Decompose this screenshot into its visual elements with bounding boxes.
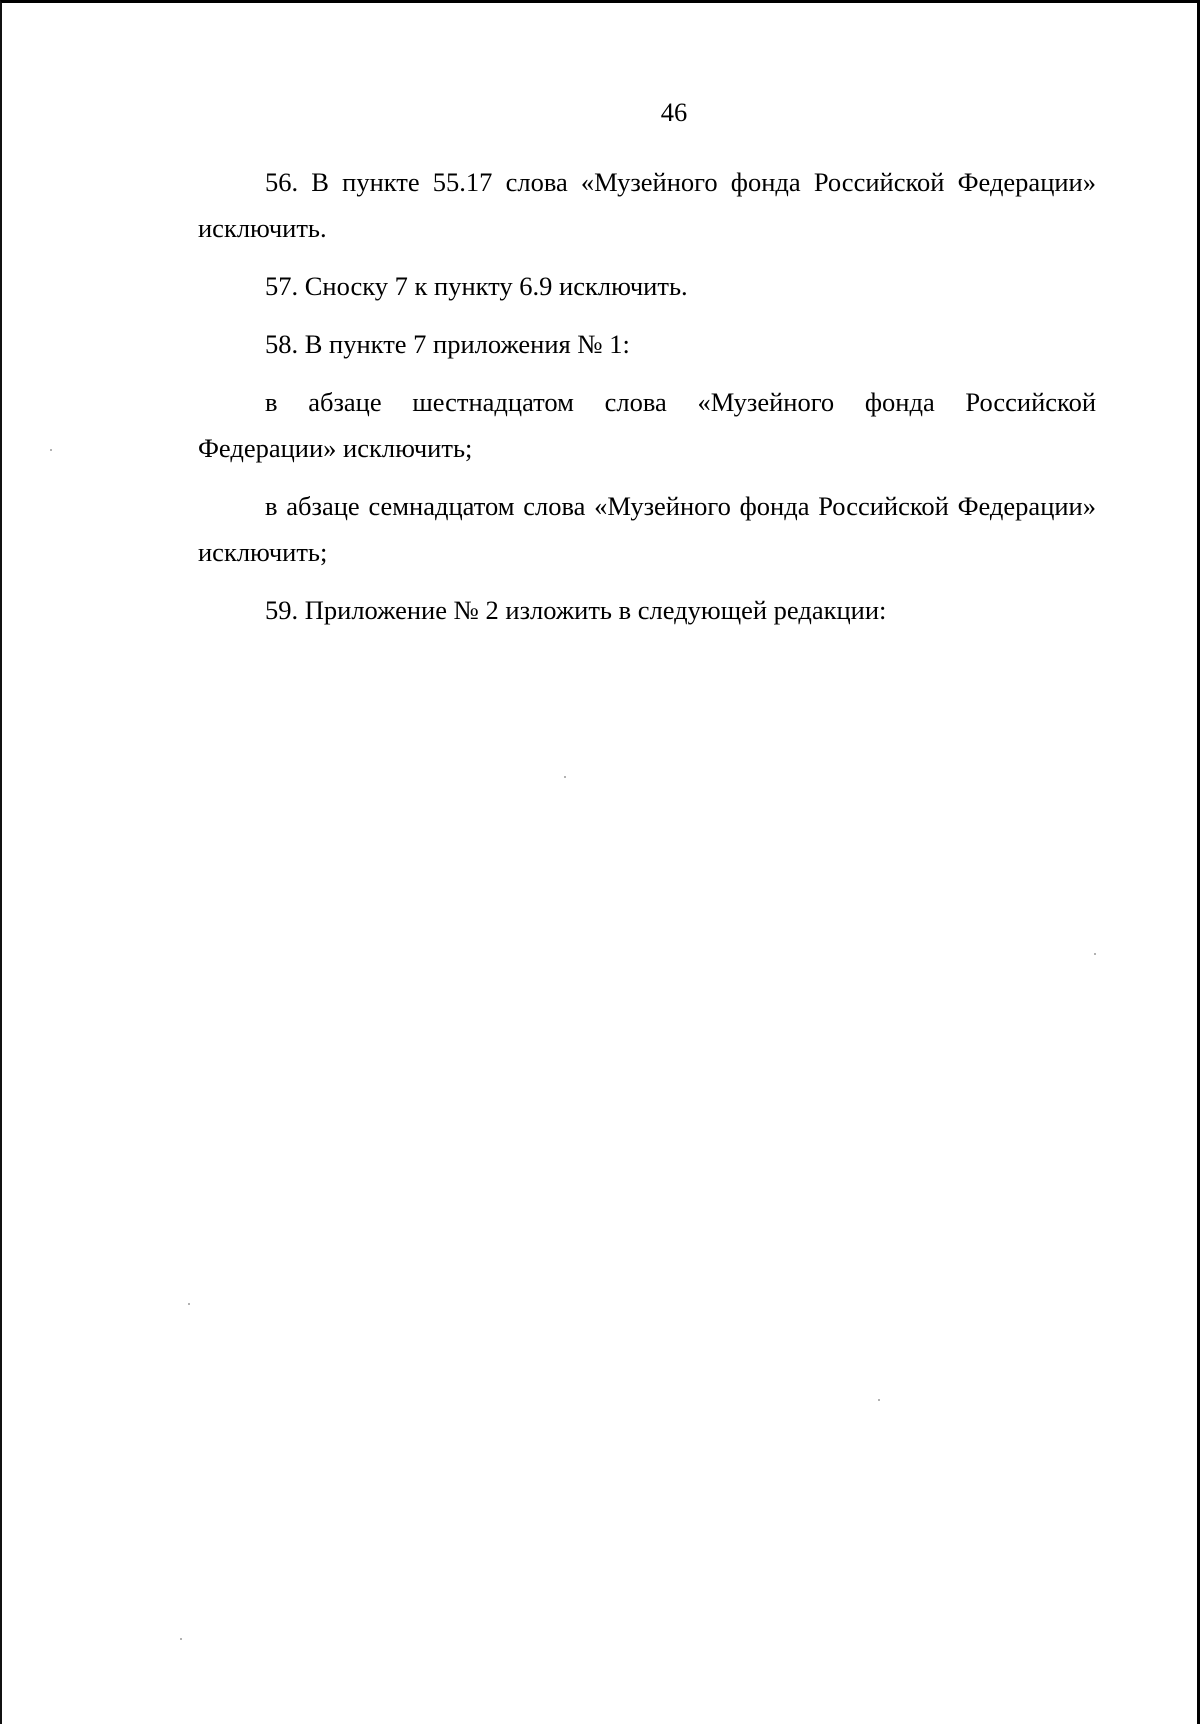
paragraph-56: 56. В пункте 55.17 слова «Музейного фонда Российской Федерации» исключить. bbox=[198, 167, 1096, 243]
scan-speck bbox=[50, 449, 52, 451]
scan-speck bbox=[180, 1638, 182, 1640]
page-number: 46 bbox=[660, 97, 688, 127]
paragraph-59: 59. Приложение № 2 изложить в следующей редакции: bbox=[265, 595, 887, 625]
paragraph-58-abzac-16: в абзаце шестнадцатом слова «Музейного фонда Российской Федерации» исключить; bbox=[198, 387, 1096, 463]
scan-speck bbox=[1094, 953, 1096, 955]
paragraph-57: 57. Сноску 7 к пункту 6.9 исключить. bbox=[265, 271, 688, 301]
paragraph-58: 58. В пункте 7 приложения № 1: bbox=[265, 329, 630, 359]
paragraph-58-abzac-17: в абзаце семнадцатом слова «Музейного фонда Российской Федерации» исключить; bbox=[198, 491, 1096, 567]
document-body bbox=[198, 95, 1096, 645]
scan-speck bbox=[188, 1303, 190, 1305]
scan-speck bbox=[564, 776, 566, 778]
scan-speck bbox=[878, 1399, 880, 1401]
